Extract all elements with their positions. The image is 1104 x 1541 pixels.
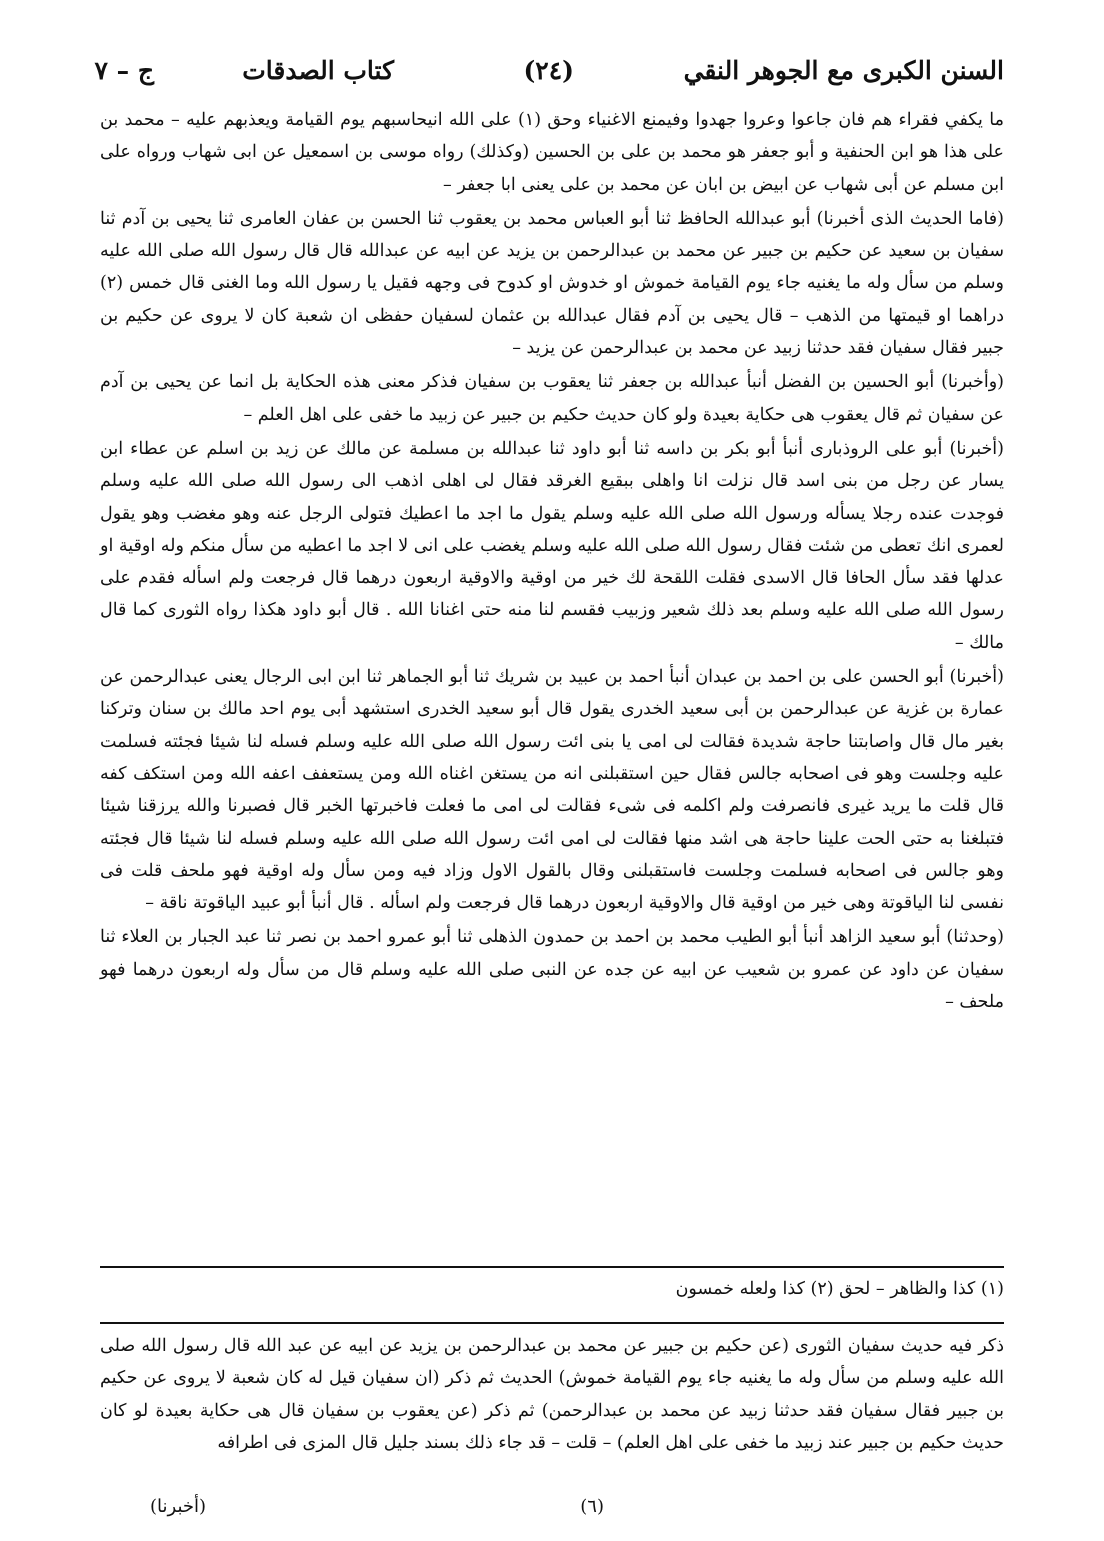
paragraph: (أخبرنا) أبو الحسن على بن احمد بن عبدان أنبأ احمد بن عبيد بن شريك ثنا أبو الجماهر ثنا ابن ابى الرجال يعنى عبدالرحمن عن عمارة بن غزية عن عبدالرحمن بن أبى سعيد الخدرى يقول قال أبو سعيد الخدرى استشهد أبى يوم احد مالك بن سنان وتركنا بغير مال قال واصابتنا حاجة شديدة فقالت لى امى يا بنى ائت رسول الله صلى الله عليه وسلم فسله لنا شيئا فجئته فسلمت عليه وجلست وهو فى اصحابه جالس فقال حين استقبلنى انه من يستغن اغناه الله ومن يستعفف اعفه الله ومن استكف كفه قال قلت ما يريد غيرى فانصرفت ولم اكلمه فى شىء فقالت لى امى ما فعلت فاخبرتها الخبر قال فصبرنا والله يرزقنا شيئا فتبلغنا به حتى الحت علينا حاجة هى اشد منها فقالت لى امى ائت رسول الله صلى الله عليه وسلم فسله لنا شيئا قال فجئته وهو جالس فى اصحابه فسلمت وجلست فاستقبلنى وقال بالقول الاول وزاد فيه ومن سأل وله اوقية فهو ملحف قلت فى نفسى لنا الياقوتة وهى خير من اوقية قال والاوقية اربعون درهما قال فرجعت ولم اسأله . قال أنبأ أبو عبيد الياقوتة ناقة – [100, 667, 1004, 914]
footer-page-number: (٦) [580, 1496, 604, 1517]
paragraph: (وأخبرنا) أبو الحسين بن الفضل أنبأ عبدالله بن جعفر ثنا يعقوب بن سفيان فذكر معنى هذه الحكاية بل انما عن يحيى بن آدم عن سفيان ثم قال يعقوب هى حكاية بعيدة ولو كان حديث حكيم بن جبير عن زبيد ما خفى على اهل العلم – [100, 372, 1004, 425]
footnotes [100, 1274, 1004, 1304]
commentary-divider [100, 1322, 1004, 1324]
book-title: السنن الكبرى مع الجوهر النقي [683, 56, 1004, 85]
section-title: كتاب الصدقات [242, 56, 394, 85]
header-page-number: (٢٤) [523, 56, 574, 85]
running-header [94, 56, 1004, 102]
volume-label: ج – ٧ [94, 56, 154, 85]
page-footer [100, 1496, 1004, 1530]
paragraph: (أخبرنا) أبو على الروذبارى أنبأ أبو بكر بن داسه ثنا أبو داود ثنا عبدالله بن مسلمة عن مالك عن زيد بن اسلم عن عطاء ابن يسار عن رجل من بنى اسد قال نزلت انا واهلى ببقيع الغرقد فقال لى اهلى اذهب الى رسول الله صلى الله عليه وسلم فوجدت عنده رجلا يسأله ورسول الله صلى الله عليه وسلم يقول ما اجد ما اعطيك فتولى الرجل عنه وهو مغضب وهو يقول لعمرى انك تعطى من شئت فقال رسول الله صلى الله عليه وسلم يغضب على انى لا اجد ما اعطيه من سأل منكم وله اوقية او عدلها فقد سأل الحافا قال الاسدى فقلت اللقحة لك خير من اوقية والاوقية اربعون درهما قال فرجعت ولم اسأله فقدم على رسول الله صلى الله عليه وسلم بعد ذلك شعير وزبيب فقسم لنا منه حتى اغنانا الله . قال أبو داود هكذا رواه الثورى كما قال مالك – [100, 438, 1004, 653]
footnote-line: (١) كذا والظاهر – لحق (٢) كذا ولعله خمسون [675, 1279, 1004, 1299]
catchword: (أخبرنا) [150, 1496, 207, 1517]
main-text [100, 104, 1004, 1018]
paragraph: ما يكفي فقراء هم فان جاعوا وعروا جهدوا وفيمنع الاغنياء وحق (١) على الله انيحاسبهم يوم القيامة ويعذبهم عليه – محمد بن على هذا هو ابن الحنفية و أبو جعفر هو محمد بن على بن الحسين (وكذلك) رواه موسى بن اسمعيل عن ابى شهاب ورواه على ابن مسلم عن أبى شهاب عن ابيض بن ابان عن محمد بن على يعنى ابا جعفر – [100, 110, 1004, 195]
commentary-paragraph: ذكر فيه حديث سفيان الثورى (عن حكيم بن جبير عن محمد بن عبدالرحمن بن يزيد عن ابيه عن عبد الله قال رسول الله صلى الله عليه وسلم من سأل وله ما يغنيه جاء يوم القيامة خموش) الحديث ثم ذكر (ان سفيان قيل له كان شعبة لا يروى عن حكيم بن جبير فقال سفيان فقد حدثنا زبيد عن محمد بن عبدالرحمن) ثم ذكر (عن يعقوب بن سفيان قال هى حكاية بعيدة لو كان حديث حكيم بن جبير عند زبيد ما خفى على اهل العلم) – قلت – قد جاء ذلك بسند جليل قال المزى فى اطرافه [100, 1336, 1004, 1453]
commentary-text [100, 1330, 1004, 1459]
paragraph: (فاما الحديث الذى أخبرنا) أبو عبدالله الحافظ ثنا أبو العباس محمد بن يعقوب ثنا الحسن بن عفان العامرى ثنا يحيى بن آدم ثنا سفيان بن سعيد عن حكيم بن جبير عن محمد بن عبدالرحمن بن يزيد عن ابيه عن عبدالله قال قال رسول الله صلى الله عليه وسلم من سأل وله ما يغنيه جاء يوم القيامة خموش او خدوش او كدوح فى وجهه فقيل يا رسول الله وما الغنى قال خمس (٢) دراهما او قيمتها من الذهب – قال يحيى بن آدم فقال عبدالله بن عثمان لسفيان حفظى ان شعبة كان لا يروى عن حكيم بن جبير فقال سفيان فقد حدثنا زبيد عن محمد بن عبدالرحمن عن يزيد – [100, 208, 1004, 359]
paragraph: (وحدثنا) أبو سعيد الزاهد أنبأ أبو الطيب محمد بن احمد بن حمدون الذهلى ثنا أبو عمرو احمد بن نصر ثنا عبد الجبار بن العلاء ثنا سفيان عن داود عن عمرو بن شعيب عن ابيه عن جده عن النبى صلى الله عليه وسلم قال من سأل وله اربعون درهما فهو ملحف – [100, 927, 1004, 1013]
footnote-divider [100, 1266, 1004, 1268]
